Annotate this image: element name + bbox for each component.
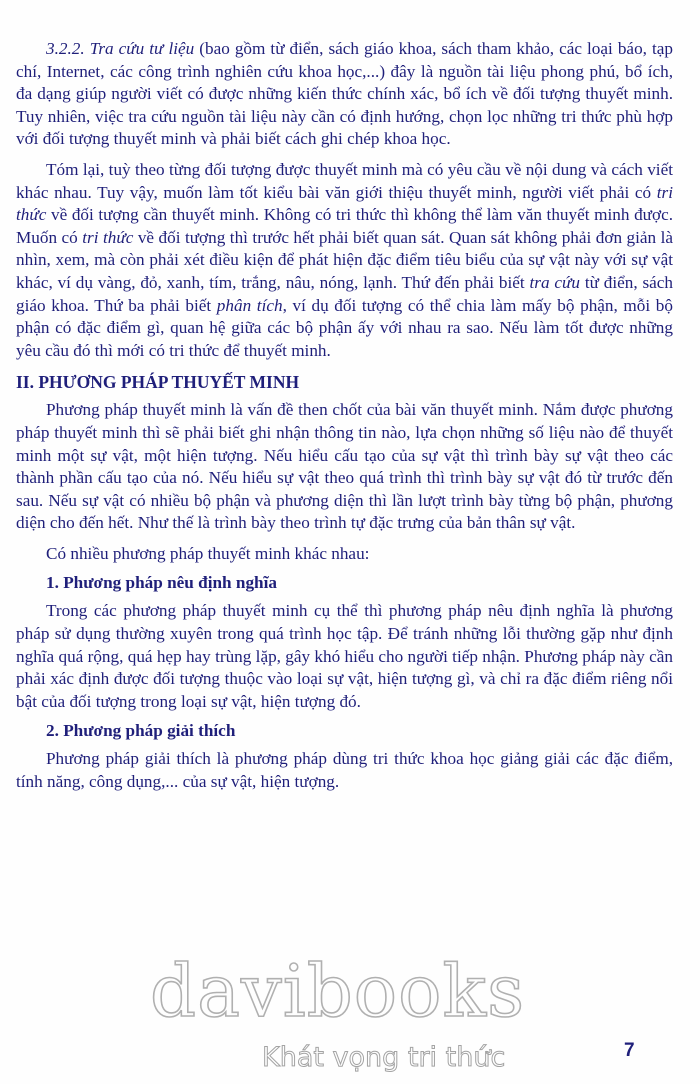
page-content bbox=[16, 38, 673, 794]
summary-italic-4: phân tích bbox=[216, 295, 283, 315]
summary-italic-2: tri thức bbox=[82, 227, 134, 247]
summary-text-5: , ví dụ đối tượng có thể chia làm mấy bộ phận, mỗi bộ phận có đặc điểm gì, quan hệ giữa các bộ phận ấy với nhau ra sao. Nếu làm tốt được những yêu cầu đó thì mới có tri thức để thuyết minh. bbox=[16, 295, 673, 360]
summary-text-1: Tóm lại, tuỳ theo từng đối tượng được thuyết minh mà có yêu cầu về nội dung và cách viết khác nhau. Tuy vậy, muốn làm tốt kiểu bài văn giới thiệu thuyết minh, người viết phải có bbox=[16, 159, 673, 202]
summary-italic-1: tri thức bbox=[16, 182, 673, 225]
page-number: 7 bbox=[624, 1040, 635, 1061]
paragraph-method: Phương pháp thuyết minh là vấn đề then chốt của bài văn thuyết minh. Nắm được phương pháp thuyết minh thì sẽ phải biết ghi nhận thông tin nào, lựa chọn những số liệu nào để thuyết minh một sự vật, một hiện tượng. Nếu hiểu cấu tạo của sự vật thì trình bày sự vật theo các thành phần cấu tạo của nó. Nếu hiểu sự vật theo quá trình thì trình bày sự vật đó từ trước đến sau. Nếu sự vật có nhiều bộ phận và phương diện thì lần lượt trình bày từng bộ phận, phương diện cho đến hết. Như thế là trình bày theo trình tự đặc trưng của bản thân sự vật. bbox=[16, 400, 673, 533]
summary-text-4: từ điển, sách giáo khoa. Thứ ba phải biết bbox=[16, 272, 674, 315]
section-text: (bao gồm từ điển, sách giáo khoa, sách tham khảo, các loại báo, tạp chí, Internet, các công trình nghiên cứu khoa học,...) đây là nguồn tài liệu phong phú, bổ ích, đa dạng giúp người viết có được những kiến thức chính xác, bổ ích về đối tượng thuyết minh. Tuy nhiên, việc tra cứu nguồn tài liệu này cần có định hướng, chọn lọc những tri thức phù hợp với đối tượng thuyết minh và phải biết cách ghi chép khoa học. bbox=[16, 39, 673, 149]
heading-method: II. PHƯƠNG PHÁP THUYẾT MINH bbox=[16, 372, 300, 393]
subheading-definition: 1. Phương pháp nêu định nghĩa bbox=[46, 573, 277, 593]
section-lead: 3.2.2. Tra cứu tư liệu bbox=[46, 39, 195, 58]
summary-text-2: về đối tượng cần thuyết minh. Không có tri thức thì không thể làm văn thuyết minh được. Muốn có bbox=[16, 205, 673, 247]
summary-italic-3: tra cứu bbox=[529, 272, 580, 292]
subheading-explanation: 2. Phương pháp giải thích bbox=[46, 721, 236, 741]
paragraph-research bbox=[16, 38, 673, 151]
watermark-tagline: Khát vọng tri thức bbox=[262, 1042, 506, 1073]
paragraph-definition: Trong các phương pháp thuyết minh cụ thể thì phương pháp nêu định nghĩa là phương pháp sử dụng thường xuyên trong quá trình học tập. Để tránh những lỗi thường gặp như định nghĩa quá rộng, quá hẹp hay trùng lặp, gây khó hiểu cho người tiếp nhận. Phương pháp này cần phải xác định được đối tượng thuộc vào loại sự vật, hiện tượng gì, và chỉ ra đặc điểm riêng nổi bật của đối tượng trong loại sự vật, hiện tượng đó. bbox=[16, 601, 673, 711]
paragraph-explanation: Phương pháp giải thích là phương pháp dùng tri thức khoa học giảng giải các đặc điểm, tính năng, công dụng,... của sự vật, hiện tượng. bbox=[16, 749, 673, 792]
summary-text-3: về đối tượng thì trước hết phải biết quan sát. Quan sát không phải đơn giản là nhìn, xem, mà còn phải xét điều kiện để phát hiện đặc điểm tiêu biểu của sự vật này với sự vật khác, ví dụ vàng, đỏ, xanh, tím, trắng, nâu, nóng, lạnh. Thứ đến phải biết bbox=[16, 227, 673, 292]
paragraph-summary bbox=[16, 159, 673, 362]
paragraph-many-methods: Có nhiều phương pháp thuyết minh khác nhau: bbox=[46, 543, 370, 563]
watermark-logo: davibooks bbox=[150, 949, 526, 1033]
